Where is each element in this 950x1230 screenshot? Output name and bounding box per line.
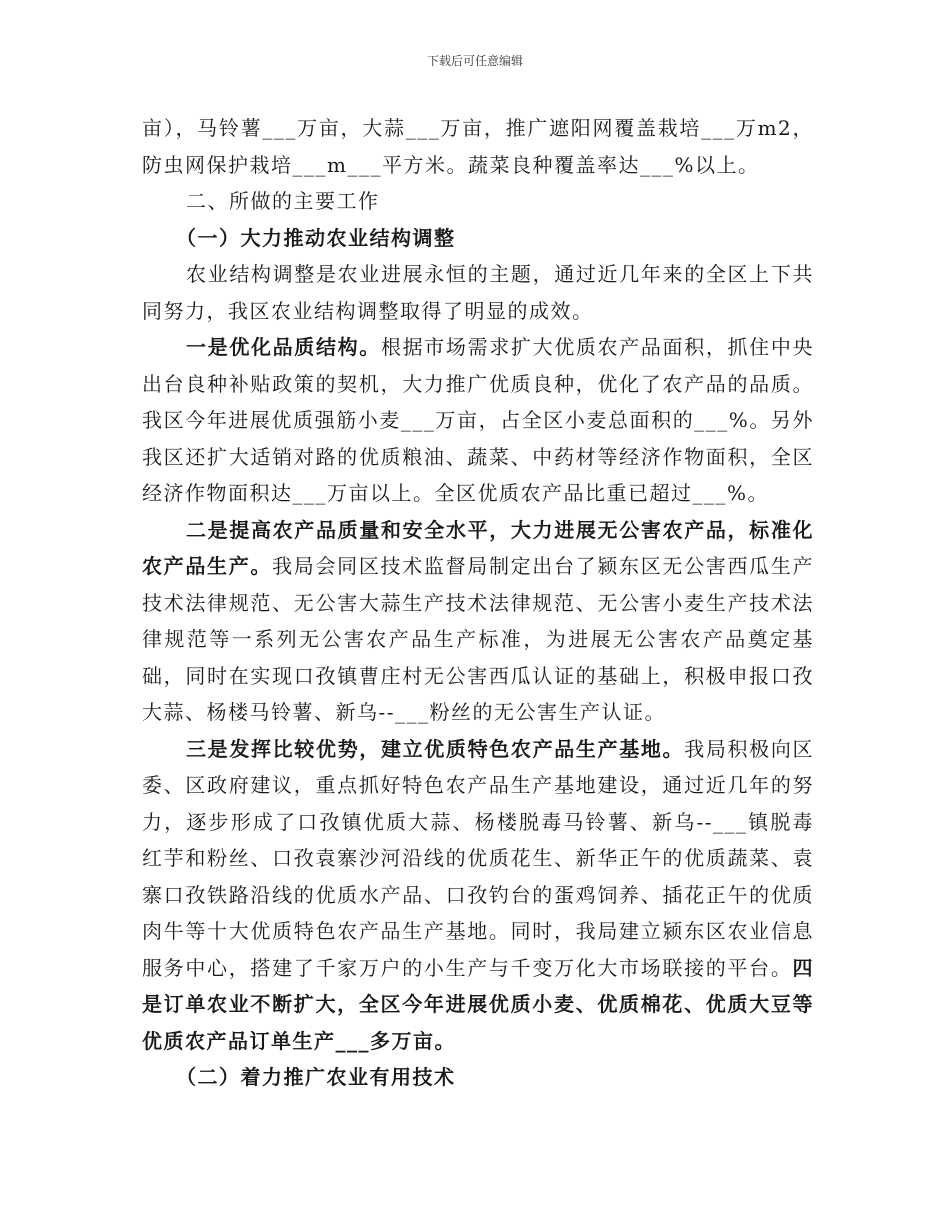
subsection-heading-promote-technology: （二）着力推广农业有用技术 (176, 1065, 456, 1089)
paragraph-body-safety-standards: 我局会同区技术监督局制定出台了颍东区无公害西瓜生产技术法律规范、无公害大蒜生产技术法律规范、无公害小麦生产技术法律规范等一系列无公害农产品生产标准，为进展无公害农产品奠定基础，同时在实现口孜镇曹庄村无公害西瓜认证的基础上，积极申报口孜大蒜、杨楼马铃薯、新乌--___粉丝的无公害生产认证。 (142, 554, 815, 724)
paragraph-lead-optimize-quality: 一是优化品质结构。 (186, 335, 381, 359)
section-heading-main-work: 二、所做的主要工作 (186, 189, 380, 213)
document-body (142, 110, 814, 1096)
paragraph-lead-production-bases: 三是发挥比较优势，建立优质特色农产品生产基地。 (186, 736, 685, 761)
subsection-heading-structure-adjustment: （一）大力推动农业结构调整 (176, 225, 456, 250)
paragraph-lead-order-farming: 四是订单农业不断扩大，全区今年进展优质小麦、优质棉花、优质大豆等优质农产品订单生产___多万亩。 (142, 955, 814, 1053)
paragraph-continued: 亩），马铃薯___万亩，大蒜___万亩，推广遮阳网覆盖栽培___万m2，防虫网保护栽培___m___平方米。蔬菜良种覆盖率达___%以上。 (142, 116, 814, 177)
paragraph-production-bases (142, 731, 814, 1060)
paragraph-optimize-quality (142, 329, 814, 512)
paragraph-safety-standards (142, 512, 814, 731)
paragraph-body-optimize-quality: 根据市场需求扩大优质农产品面积，抓住中央出台良种补贴政策的契机，大力推广优质良种，优化了农产品的品质。我区今年进展优质强筋小麦___万亩，占全区小麦总面积的___%。另外我区还扩大适销对路的优质粮油、蔬菜、中药材等经济作物面积，全区经济作物面积达___万亩以上。全区优质农产品比重已超过___%。 (142, 335, 815, 505)
paragraph-structure-intro: 农业结构调整是农业进展永恒的主题，通过近几年来的全区上下共同努力，我区农业结构调整取得了明显的成效。 (142, 262, 814, 323)
paragraph-lead-safety-standards: 二是提高农产品质量和安全水平，大力进展无公害农产品，标准化农产品生产。 (142, 517, 814, 578)
paragraph-body-production-bases: 我局积极向区委、区政府建议，重点抓好特色农产品生产基地建设，通过近几年的努力，逐步形成了口孜镇优质大蒜、杨楼脱毒马铃薯、新乌--___镇脱毒红芋和粉丝、口孜袁寨沙河沿线的优质花生、新华正午的优质蔬菜、袁寨口孜铁路沿线的优质水产品、口孜钓台的蛋鸡饲养、插花正午的优质肉牛等十大优质特色农产品生产基地。同时，我局建立颍东区农业信息服务中心，搭建了千家万户的小生产与千变万化大市场联接的平台。 (142, 736, 815, 980)
page-header-note: 下载后可任意编辑 (426, 54, 523, 68)
